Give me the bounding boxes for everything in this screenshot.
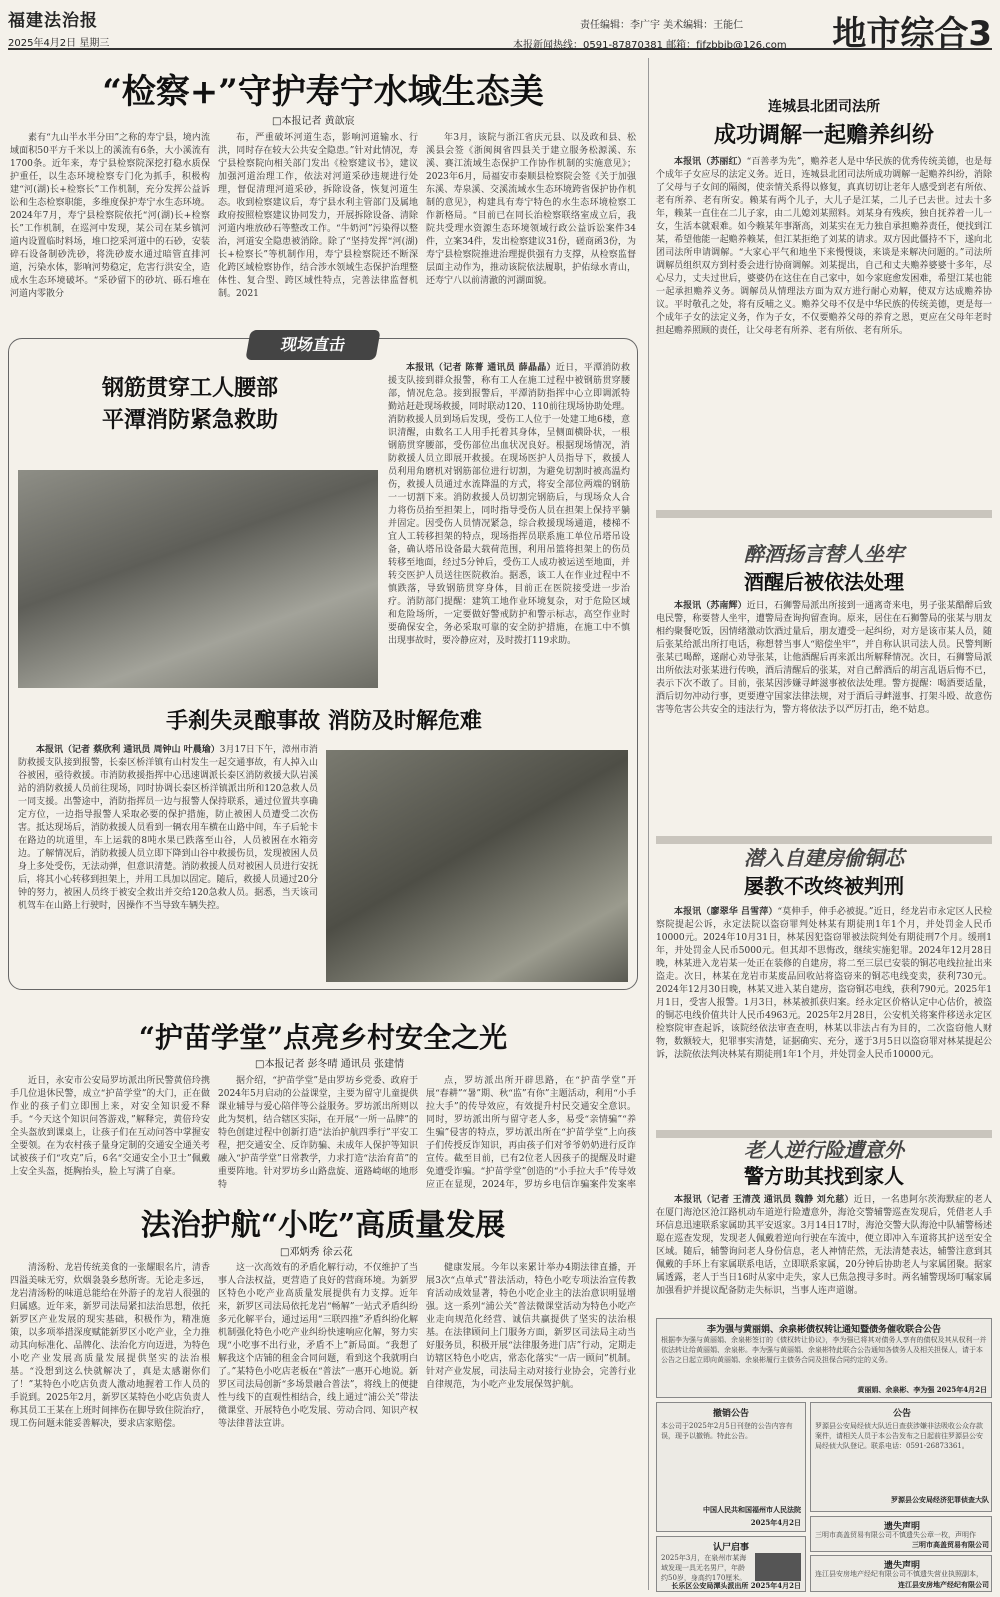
notice-title: 遗失声明 [883,1561,920,1571]
brake-rescue-photo [326,750,628,982]
notice-lost-license [810,1555,992,1592]
copper-article-title: 屡教不改终被判刑 [744,874,904,898]
notice-text: 根据李为强与黄丽娟、余泉彬签订的《债权转让协议》，李为强已将其对债务人享有的债权及其从权利一并依法转让给黄丽娟、余泉彬。李为强与黄丽娟、余泉彬特此联合公告通知各债务人及相关担保人，请于本公告之日起立即向黄丽娟、余泉彬履行主债务合同及担保合同约定的义务。 [661,1336,987,1364]
editors-line: 责任编辑：李广宇 美术编辑：王能仁 [580,20,744,31]
snack-article-byline: □邓炳秀 徐云花 [280,1247,353,1258]
notice-body-identification [656,1536,806,1592]
alimony-article-body: 本报讯（苏丽红）“百善孝为先”，赡养老人是中华民族的优秀传统美德，也是每个成年子女应尽的法定义务。近日，连城县北团司法所成功调解一起赡养纠纷，消除了父母与子女间的隔阂，使亲情关系得以修复，真真切切让老年人感受到老有所依、老有所养、老有所安。赖某有两个儿子，大儿子是江某，二儿子已去世。过去十多年，赖某一直住在二儿子家，由二儿媳刘某照料。刘某身有残疾，独自抚养着一儿一女，生活本就艰难。如今赖某年事渐高，刘某实在无力独自承担赡养责任，便找到江某，希望他能一起赡养赖某，但江某拒绝了刘某的请求。双方因此僵持不下，遂向北团司法所申请调解。“大家心平气和地坐下来慢慢谈，来谈是来解决问题的。”司法所调解员组织双方到村委会进行协商调解。刘某提出，自己和丈夫赡养婆婆十多年，尽心尽力，丈夫过世后，婆婆仍在这住在自己家中，如今家庭愈发困难，希望江某也能一起承担赡养义务。调解员从情理法方面为双方进行耐心劝解，使双方达成赡养协议。平时敬孔之处，将有反哺之义。赡养父母不仅是中华民族的传统美德，更是每一个成年子女的法定义务，作为子女，不仅要赡养父母的养育之恩，更应在父母年老时担起赡养照顾的责任，让父母老有所养、老有所依、老有所乐。 [656,157,992,336]
water-article-byline: □本报记者 黄歆宸 [272,116,355,127]
elderly-article-kicker: 老人逆行险遭意外 [744,1138,904,1162]
section-separator [656,510,992,518]
notice-text: 2025年3月，在泉州市某海域发现一具无名男尸，年龄约50岁，身高约170厘米。 [661,1554,747,1582]
brake-article-body: 本报讯（记者 蔡欣利 通讯员 周钟山 叶晨瑜）3月17日下午，漳州市消防救援支队接到报警，长泰区桥洋镇有山村发生一起交通事故，有人掉入山谷被困，亟待救援。市消防救援指挥中心迅速调派长泰区消防救援大队岩溪站的消防救援人员前往现场，同时协调长泰区桥洋镇派出所和120急救人员一同支援。出警途中，消防指挥员一边与报警人保持联系，通过位置共享确定方位，一边指导报警人采取必要的保护措施，防止被困人员遭受二次伤害。抵达现场后，消防救援人员看到一辆农用车横在山路中间，车子后轮卡在路边的坑道里，车上运载的8吨水果已跌落至山谷，人员被困在水箱旁边。了解情况后，消防救援人员立即下降到山谷中救援伤员，发现被困人员身上多处受伤，无法动弹，但意识清楚。消防救援人员对被困人员进行安抚后，将其小心转移到担架上，并用工具加以固定。随后，救援人员通过20分钟的努力，被困人员终于被安全救出并交给120急救人员。据悉，当天该司机驾车在山路上行驶时，因操作不当导致车辆失控。 [18,745,318,911]
notice-title: 李为强与黄丽娟、余泉彬债权转让通知暨债务催收联合公告 [706,1325,941,1335]
copper-article-body: 本报讯（廖翠华 吕雪萍）“莫伸手，伸手必被捉。”近日，经龙岩市永定区人民检察院提起公诉，永定法院以盗窃罪判处林某有期徒刑1年1个月，并处罚金人民币10000元。2024年10月31日，林某因犯盗窃罪被法院判处有期徒刑7个月。缓刑1年，并处罚金人民币5000元。但其却不思悔改，继续实施犯罪。2024年12月28日晚，林某进入龙岩某一处正在装修的自建房，将二至三层已安装的铜芯电线拉扯出来盗走。次日，林某在龙岩市某废品回收站将盗窃来的铜芯电线变卖，获利730元。2024年12月30日晚，林某又进入某自建房，盗窃铜芯电线，获利790元。2025年1月1日，受害人报警。1月3日，林某被抓获归案。经永定区价格认定中心估价，被盗的铜芯电线价值共计人民币4963元。2025年2月28日，公安机关将案件移送永定区检察院审查起诉，该院经依法审查查明，林某以非法占有为目的，二次盗窃他人财物，数额较大，犯罪事实清楚，证据确实、充分，遂于3月5日以盗窃罪对林某提起公诉，法院依法判决林某有期徒刑1年1个月，并处罚金人民币10000元。 [656,907,992,1060]
notice-signature: 三明市高盖贸易有限公司 [912,1540,989,1549]
rebar-article-title: 钢筋贯穿工人腰部 平潭消防紧急救助 [101,375,278,433]
water-article-title: “检察+”守护寿宁水域生态美 [102,72,544,112]
section-title: 地市综合3 [832,14,992,54]
alimony-article-kicker: 连城县北团司法所 [768,99,880,115]
scene-report-badge: 现场直击 [245,330,380,360]
issue-date: 2025年4月2日 星期三 [8,38,110,49]
safety-article-title: “护苗学堂”点亮乡村安全之光 [138,1021,508,1054]
notice-photo [755,1553,801,1581]
rebar-rescue-photo [18,470,378,688]
water-article-col2: 布，严重破坏河道生态，影响河道输水、行洪，同时存在较大公共安全隐患。”针对此情况，寿宁县检察院向相关部门发出《检察建议书》，建议加强河道治理工作，依法对河道采砂违规进行处理，督促清理河道采砂，拆除设备，恢复河道生态。收到检察建议后，寿宁县水利主管部门及属地政府按照检察建议协同发力，开展拆除设备、清除河道内堆放砂石等整改工作。“牛奶河”污染得以整治，河道安全隐患被消除。除了“坚持发挥“河(湖)长+检察长”等机制作用，寿宁县检察院还不断深化跨区域检察协作，结合涉水领域生态保护治理整体性、复合型、跨区域性特点，完善法律监督机制。2021 [218,133,418,299]
drunk-article-title: 酒醒后被依法处理 [744,570,904,594]
alimony-article-title: 成功调解一起赡养纠纷 [713,122,934,148]
notice-signature: 罗源县公安局经济犯罪侦查大队 [891,1495,989,1504]
notice-issuer: 中国人民共和国福州市人民法院 [703,1505,801,1514]
brake-article-title: 手刹失灵酿事故 消防及时解危难 [166,708,482,734]
notice-text: 罗源县公安局经侦大队近日查获涉嫌非法吸收公众存款案件，请相关人员于本公告发布之日起前往罗源县公安局经侦大队登记。联系电话：0591-26873361。 [815,1422,983,1450]
notice-title: 公告 [892,1409,911,1419]
safety-article-byline: □本报记者 彭冬晴 通讯员 张建情 [255,1059,404,1070]
newspaper-logo: 福建法治报 [8,11,98,31]
water-article-col3: 年3月，该院与浙江省庆元县、以及政和县、松溪县会签《浙闽闽省四县关于建立服务松源溪、东溪、赛江流域生态保护工作协作机制的实施意见》；2023年6月，局福安市泰顺县检察院会签《关于加强东溪、寿泉溪、交溪流域水生态环境跨省保护协作机制的意见》，构建具有寿宁特色的水生态环境检察工作新格局。“目前已在同长治检察联络室成立后，我院共受理水资源生态环境领域行政公益诉讼案件34件，立案34件，发出检察建议31份，磋商函3份，为寿宁县检察院推进治理提供强有力支撑，从检察监督层面主动作为，推动该院依法履职，护佑绿水青山，还寿宁八以前清澈的河湖面貌。 [426,133,636,286]
snack-article-col3: 健康发展。今年以来累计举办4期法律直播，开展3次“点单式”普法活动，特色小吃专项法治宣传教育活动成效显著，特色小吃企业主的法治意识明显增强。这一系列“浦公关”普法微课堂活动为特色小吃产业走向规范化经营、诚信共赢提供了坚实的法治根基。在法律顾问上门服务方面，新罗区司法局主动当好服务员，积极开展“法律服务进门店”行动，定期走访辖区特色小吃店，常态化落实“一店一顾问”机制。针对产业发展，司法局主动对接行业协会，完善行业自律规范，为小吃产业发展保驾护航。 [426,1263,636,1390]
notice-debt-transfer [656,1318,992,1398]
rebar-article-body: 本报讯（记者 陈菁 通讯员 薛晶晶）近日，平潭消防救援支队接到群众报警，称有工人在施工过程中被钢筋贯穿腰部，情况危急。接到报警后，平潭消防指挥中心立即调派特勤站赶赴现场救援，同时联动120、110前往现场协助处理。消防救援人员到场后发现，受伤工人位于一处建工地6楼，意识清醒，由数名工人用手托着其身体，呈侧面横卧状，一根钢筋贯穿腰部，受伤部位出血状况良好。根据现场情况，消防救援人员立即展开救援。在现场医护人员指导下，救援人员利用角磨机对钢筋部位进行切割，为避免切割时被高温灼伤，救援人员通过水流降温的方式，将安全部位两端的钢筋一一切割下来。消防救援人员切割完钢筋后，与现场众人合力将伤员抬至担架上，同时指导受伤人员在担架上保持平躺并固定。因受伤人员情况紧急，综合救援现场通道，楼梯不宜人工转移担架的特点，现场指挥员联系施工单位吊塔吊设备，确认塔吊设备最大载荷范围，利用吊篮将担架上的伤员转移至地面，经过5分钟后，受伤工人成功被运送至地面，并转交医护人员送往医院救治。据悉，该工人在作业过程中不慎跌落，导致钢筋贯穿身体，目前正在医院接受进一步治疗。消防部门提醒：建筑工地作业环境复杂，对于危险区域和危险场所，一定要做好警戒防护和警示标志，高空作业时要确保安全，务必采取可靠的安全防护措施，在施工中不慎出现事故时，要冷静应对，及时拨打119求助。 [388,363,630,646]
notice-signature: 长乐区公安局潭头派出所 2025年4月2日 [671,1581,801,1590]
hotline-line: 本报新闻热线：0591-87870381 邮箱：fjfzbbjb@126.com [513,40,787,51]
drunk-article-kicker: 醉酒扬言替人坐牢 [744,542,904,566]
safety-article-col2: 据介绍，“护苗学堂”是由罗坊乡党委、政府于2024年5月启动的公益课堂，主要为留守儿童提供课业辅导与爱心陪伴等公益服务。罗坊派出所则以此为契机，结合辖区实际，在开展“一所一品牌”的特色创建过程中创新打造“法治护航四季行”平安工程，把交通安全、反诈防骗、未成年人保护等知识融入“护苗学堂”日常教学，力求打造“法治育苗”的重要阵地。针对罗坊乡山路盘旋、道路崎岖的地形特 [218,1076,418,1190]
notice-signature: 黄丽娟、余泉彬、李为强 2025年4月2日 [857,1385,987,1394]
notice-signature: 2025年4月2日 [750,1518,801,1527]
copper-article-kicker: 潜入自建房偷铜芯 [744,846,904,870]
notice-text: 连江县安房地产经纪有限公司不慎遗失营业执照副本， [815,1570,983,1578]
notice-lost-seal [810,1516,992,1552]
water-article-col1: 素有“九山半水半分田”之称的寿宁县，境内流域面积50平方千米以上的溪流有6条，大小溪流有1700条。近年来，寿宁县检察院深挖打稳水质保护重任，以生态环境检察专门化为抓手，积极构建“河(湖)长+检察长”工作机制，充分发挥公益诉讼和生态检察职能，多维度保护寿宁水生态环境。2024年7月，寿宁县检察院依托“河(湖)长+检察长”工作机制，在巡河中发现，某公司在某乡镇河道内设置临时料场，堆口挖采河道中的石砂，安装碎石设备制砂洗砂，将洗砂废水通过暗管直排河道，污染水体，影响河势稳定，危害行洪安全，造成水生态环境破坏。“采砂留下的砂坑、砾石堆在河道内零散分 [10,133,210,299]
notice-revocation [656,1402,806,1532]
snack-article-col1: 清汤粉、龙岩传统美食的一张耀眼名片，清香四溢美味无穷，炊烟袅袅乡愁所寄。无论走多远，龙岩清汤粉的味道总能给在外游子的龙岩人很强的归属感。近年来，新罗司法局紧扣法治思想，依托新罗区产业发展的现实基础，积极作为，精准施策，以多项举措深度赋能新罗区小吃产业，全力推动其向标准化、品牌化、法治化方向迈进，为特色小吃产业发展高质量发展提供坚实的法治根基。“没想到这么快就解决了，真是太感谢你们了！”某特色小吃店负责人激动地握着工作人员的手说到。2025年2月，新罗区某特色小吃店负责人称其员工王某在上班时间摔伤在脚导致住院治疗，现工伤问题未能妥善解决，要求店家赔偿。 [10,1263,210,1429]
snack-article-title: 法治护航“小吃”高质量发展 [140,1208,506,1243]
masthead [8,6,992,54]
notice-title: 遗失声明 [883,1522,920,1532]
elderly-article-title: 警方助其找到家人 [744,1164,904,1188]
elderly-article-body: 本报讯（记者 王清茂 通讯员 魏静 刘允慈）近日，一名患阿尔茨海默症的老人在厦门海沧区沧江路机动车道逆行险遭意外，海沧交警辅警巡查发现后，凭借老人手环信息迅速联系家属助其平安返家。3月14日17时，海沧交警大队海沧中队辅警杨述聪在巡查发现，发现老人佩戴着逆向行驶在车流中，便立即冲入车道将其护送至安全区域。随后，辅警询问老人身份信息，老人神情茫然，无法清楚表达，辅警注意到其佩戴的手环上有家属联系电话，立即联系家属，20分钟后协助老人与家属团聚。据家属透露，老人于当日16时从家中走失，家人已焦急搜寻多时。两名辅警现场叮嘱家属加强看护并提议配备防走失标识，当事人连声道谢。 [656,1195,992,1296]
safety-article-col1: 近日，永安市公安局罗坊派出所民警黄倍玲携手几位退休民警，成立“护苗学堂”的大门，正在做作业的孩子们立即围上来，对安全知识爱不释手。“今天这个知识问答游戏，”解释完，黄倍玲安全头盔放到课桌上，让孩子们在互动问答中掌握安全要领。在为农村孩子量身定制的交通安全通关考试被孩子们“攻克”后，6名“交通安全小卫士”佩戴上安全头盔，挺胸抬头，脸上写满了自豪。 [10,1076,210,1177]
notice-text: 本公司于2025年2月5日刊登的公告内容有误，现予以撤销。特此公告。 [661,1422,793,1440]
notice-title: 撤销公告 [712,1409,749,1419]
notice-police [810,1402,992,1512]
drunk-article-body: 本报讯（苏南辉）近日，石狮警局派出所接到一通离奇来电，男子张某酷醉后致电民警，称要替人坐牢，遭警局查询拘留查询。原来，居住在石狮警局的张某与朋友相约聚餐吃饭，因情绪激动饮酒过量后，朋友遭受一起纠纷，对方是该市某人员，随后张某给派出所打电话，称想替当事人“赔偿坐牢”，并自称认识司法人员。民警判断张某已喝醉，遂耐心劝导张某，让他酒醒后再来派出所解释情况。次日，石狮警局派出所依法对张某进行传唤，酒后清醒后的张某，对自己醉酒后的胡言乱语后悔不已，表示下次不敢了。目前，张某因涉嫌寻衅滋事被依法处理。警方提醒：喝酒要适量，酒后切勿冲动行事，更要遵守国家法律法规，对于酒后寻衅滋事、打架斗殴、故意伤害等危害公共安全的违法行为，警方将依法予以严厉打击，绝不姑息。 [656,601,992,715]
notice-text: 三明市高盖贸易有限公司不慎遗失公章一枚，声明作 [815,1531,976,1539]
column-divider [648,58,649,1590]
notice-signature: 连江县安房地产经纪有限公司 [898,1580,989,1589]
notice-title: 认尸启事 [712,1543,749,1553]
snack-article-col2: 这一次高效有的矛盾化解行动，不仅维护了当事人合法权益，更营造了良好的营商环境。为新罗区特色小吃产业高质量发展提供有力支撑。近年来，新罗区司法局依托龙岩“畅解”一站式矛盾纠纷多元化解平台，通过运用“三联四推”矛盾纠纷化解机制强化特色小吃产业纠纷快速响应化解，努力实现“小吃事不出行业，矛盾不上”新局面。“我想了解我这个店铺的租金合同问题，看到这个我就明白了。”某特色小吃店老板在“普法”一惠开心地说。新罗区司法局创新“多场景融合普法”，将线上的便捷性与线下的直观性相结合，线上通过“浦公关”带法微课堂、开展特色小吃发展、劳动合同、知识产权等法律普法宣讲。 [218,1263,418,1429]
safety-article-col3: 点，罗坊派出所开辟思路，在“护苗学堂”开展“春耕”“暑”期、秋“监”有你”主题活动，利用“小手拉大手”的传导效应，有效提升村民交通安全意识。同时，罗坊派出所与留守老人多，易受“亲情骗”“养生骗”侵害的特点，罗坊派出所在“护苗学堂”上向孩子们传授反诈知识，再由孩子们对爷爷奶奶进行反诈宣传。截至目前，已有2位老人因孩子的提醒及时避免遭受诈骗。“护苗学堂”创造的“小手拉大手”传导效应正在显现，2024年，罗坊乡电信诈骗案件发案率 [426,1076,636,1190]
